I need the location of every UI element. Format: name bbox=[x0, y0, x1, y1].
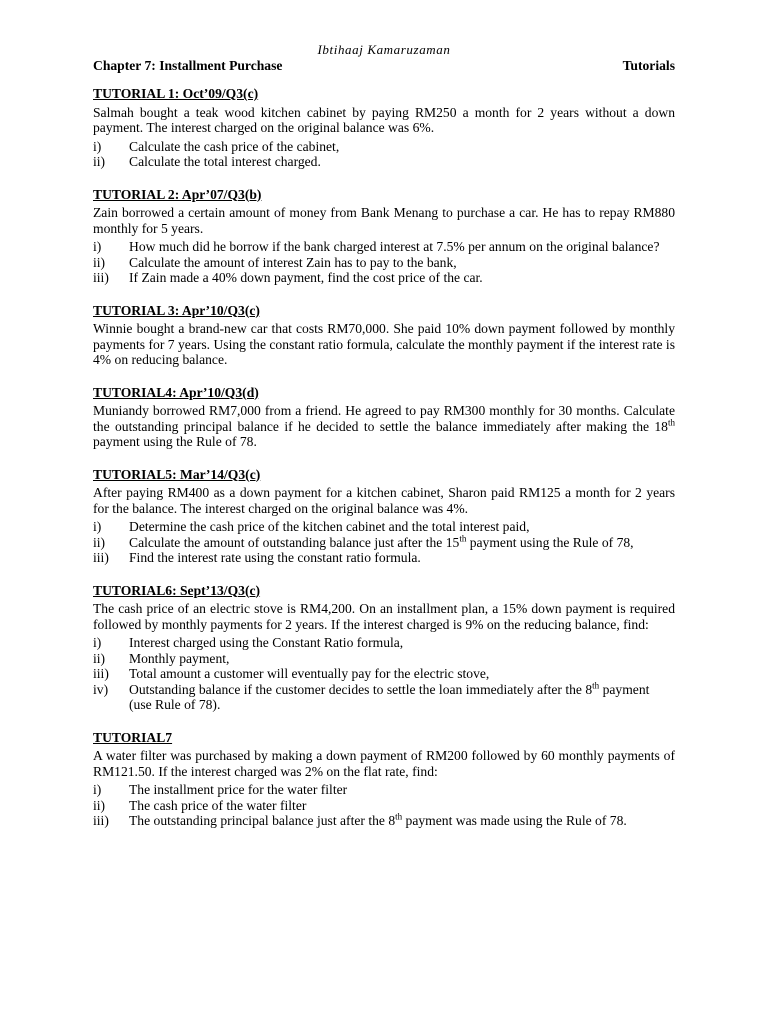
question-number: i) bbox=[93, 519, 102, 534]
question-text bbox=[129, 532, 675, 551]
question-number: ii) bbox=[93, 154, 106, 169]
author-name: Ibtihaaj Kamaruzaman bbox=[317, 42, 451, 57]
question-item bbox=[93, 239, 675, 255]
tutorial-2 bbox=[93, 187, 675, 286]
question-item bbox=[93, 519, 675, 535]
question-number: iv) bbox=[93, 681, 109, 697]
tutorial-5 bbox=[93, 467, 675, 566]
question-item bbox=[93, 813, 675, 829]
tutorial-4 bbox=[93, 385, 675, 450]
tutorial-title: TUTORIAL5: Mar’14/Q3(c) bbox=[93, 466, 261, 482]
chapter-title: Chapter 7: Installment Purchase bbox=[93, 58, 283, 73]
body-text: payment using the Rule of 78. bbox=[93, 434, 257, 449]
question-number: ii) bbox=[93, 254, 106, 270]
question-text-part: payment was made using the Rule of 78. bbox=[402, 813, 627, 828]
ordinal-suffix: th bbox=[592, 679, 600, 690]
question-item bbox=[93, 139, 675, 155]
page-header bbox=[93, 58, 675, 74]
question-item bbox=[93, 666, 675, 682]
tutorial-title: TUTORIAL6: Sept’13/Q3(c) bbox=[93, 582, 261, 598]
tutorial-7 bbox=[93, 730, 675, 829]
tutorial-6 bbox=[93, 583, 675, 713]
question-list bbox=[93, 519, 675, 566]
tutorial-body: A water filter was purchased by making a down payment of RM200 followed by 60 monthly payments of RM121.50. If the interest charged was 2% on the flat rate, find: bbox=[93, 748, 675, 779]
question-item bbox=[93, 154, 675, 170]
question-number: ii) bbox=[93, 797, 106, 813]
question-item bbox=[93, 550, 675, 566]
question-text: Determine the cash price of the kitchen cabinet and the total interest paid, bbox=[129, 519, 530, 534]
question-item bbox=[93, 635, 675, 651]
tutorial-title: TUTORIAL7 bbox=[93, 729, 173, 745]
question-item bbox=[93, 532, 675, 551]
question-text: Find the interest rate using the constant ratio formula. bbox=[129, 550, 421, 565]
question-item bbox=[93, 270, 675, 286]
question-item bbox=[93, 651, 675, 667]
tutorial-body: After paying RM400 as a down payment for a kitchen cabinet, Sharon paid RM125 a month for 2 years for the balance. The interest charged on the original balance was 4%. bbox=[93, 485, 675, 516]
question-text: The cash price of the water filter bbox=[129, 797, 307, 813]
question-number: iii) bbox=[93, 813, 109, 828]
ordinal-suffix: th bbox=[459, 532, 467, 543]
question-number: iii) bbox=[93, 666, 109, 681]
question-text-part: Outstanding balance if the customer decides to settle the loan immediately after the 8 bbox=[129, 681, 593, 697]
tutorials-content bbox=[93, 86, 675, 846]
tutorial-body: Salmah bought a teak wood kitchen cabinet by paying RM250 a month for 2 years without a down payment. The interest charged on the original balance was 6%. bbox=[93, 104, 675, 135]
ordinal-suffix: th bbox=[395, 811, 403, 822]
question-item bbox=[93, 679, 675, 713]
header-right-label: Tutorials bbox=[622, 58, 675, 73]
question-list bbox=[93, 635, 675, 713]
tutorial-body: The cash price of an electric stove is RM4,200. On an installment plan, a 15% down payment is required followed by monthly payments for 2 years. If the interest charged is 9% on the reducing balance, find: bbox=[93, 601, 675, 632]
tutorial-body bbox=[93, 403, 675, 450]
question-text-part: payment (use Rule of 78). bbox=[129, 681, 650, 712]
question-text: If Zain made a 40% down payment, find the cost price of the car. bbox=[129, 270, 483, 285]
question-number: ii) bbox=[93, 650, 106, 666]
tutorial-title: TUTORIAL 2: Apr’07/Q3(b) bbox=[93, 186, 262, 202]
question-item bbox=[93, 782, 675, 798]
question-number: iii) bbox=[93, 270, 109, 285]
question-number: i) bbox=[93, 635, 102, 650]
question-text: Calculate the amount of interest Zain has to pay to the bank, bbox=[129, 254, 457, 270]
question-text bbox=[129, 679, 675, 713]
question-number: i) bbox=[93, 239, 102, 254]
question-text: Total amount a customer will eventually pay for the electric stove, bbox=[129, 666, 490, 681]
question-text: How much did he borrow if the bank charged interest at 7.5% per annum on the original balance? bbox=[129, 239, 660, 254]
question-text-part: payment using the Rule of 78, bbox=[466, 534, 634, 550]
question-number: i) bbox=[93, 138, 102, 154]
tutorial-3 bbox=[93, 303, 675, 368]
question-list bbox=[93, 139, 675, 170]
question-text bbox=[129, 813, 675, 829]
ordinal-suffix: th bbox=[667, 416, 675, 427]
question-text: Interest charged using the Constant Ratio formula, bbox=[129, 635, 404, 650]
tutorial-body: Winnie bought a brand-new car that costs RM70,000. She paid 10% down payment followed by monthly payments for 7 years. Using the constant ratio formula, calculate the monthly payment if the interest rate is 4% on reducing balance. bbox=[93, 321, 675, 367]
body-text: Muniandy borrowed RM7,000 from a friend. He agreed to pay RM300 monthly for 30 months. Calculate the outstanding principal balance if he decided to settle the balance immediately after making the 18 bbox=[93, 403, 675, 434]
tutorial-title: TUTORIAL4: Apr’10/Q3(d) bbox=[93, 384, 259, 400]
question-item bbox=[93, 255, 675, 271]
question-text-part: Calculate the amount of outstanding balance just after the 15 bbox=[129, 534, 460, 550]
question-number: ii) bbox=[93, 534, 106, 550]
question-item bbox=[93, 798, 675, 814]
question-list bbox=[93, 782, 675, 829]
question-number: iii) bbox=[93, 550, 109, 565]
question-number: i) bbox=[93, 782, 102, 797]
question-text: Calculate the cash price of the cabinet, bbox=[129, 138, 340, 154]
question-list bbox=[93, 239, 675, 286]
tutorial-title: TUTORIAL 1: Oct’09/Q3(c) bbox=[93, 86, 259, 101]
question-text: The installment price for the water filter bbox=[129, 782, 348, 797]
question-text: Calculate the total interest charged. bbox=[129, 154, 321, 169]
question-text-part: The outstanding principal balance just after the 8 bbox=[129, 813, 396, 828]
tutorial-body: Zain borrowed a certain amount of money from Bank Menang to purchase a car. He has to repay RM880 monthly for 5 years. bbox=[93, 205, 675, 236]
tutorial-title: TUTORIAL 3: Apr’10/Q3(c) bbox=[93, 302, 260, 318]
tutorial-1 bbox=[93, 86, 675, 170]
question-text: Monthly payment, bbox=[129, 650, 230, 666]
